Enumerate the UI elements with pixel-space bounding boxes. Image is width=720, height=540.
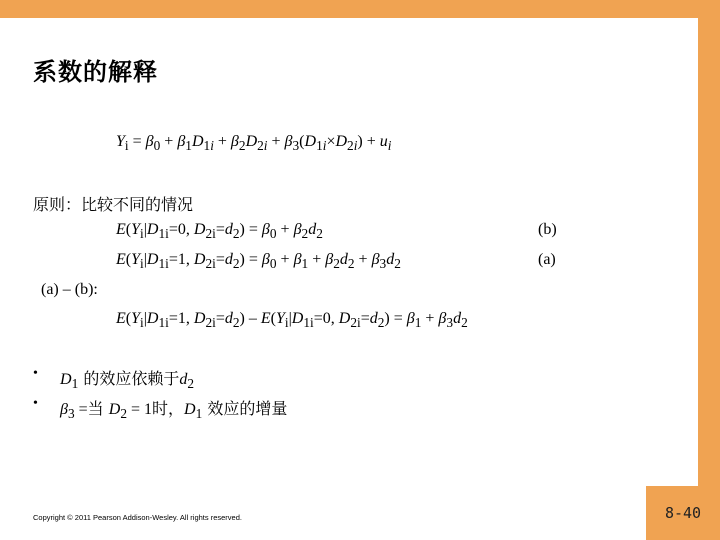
difference-label: (a) – (b): bbox=[41, 281, 98, 298]
equation-b-tag: (b) bbox=[538, 221, 557, 238]
equation-a-tag: (a) bbox=[538, 251, 556, 268]
bullet-item-2: $\beta_3$ =当 $D_2 = 1$时，$D_1$ 效应的增量 bbox=[60, 399, 288, 422]
copyright-notice: Copyright © 2011 Pearson Addison-Wesley. All rights reserved. bbox=[33, 513, 242, 522]
bullet-item-1: $D_1$ 的效应依赖于$d_2$ bbox=[60, 369, 194, 392]
difference-equation: $E(Y_i|D_{1i}=1$, $D_{2i}=d_2) - E(Y_i|D_{1i}=0$, $D_{2i}=d_2) = \beta_1 + \beta_3d_2$ bbox=[116, 310, 468, 331]
bullet-dot: • bbox=[33, 396, 38, 411]
slide-title: 系数的解释 bbox=[33, 58, 158, 86]
model-equation: $Y_i = \beta_0 + \beta_1D_{1i} + \beta_2D_{2i} + \beta_3(D_{1i}\times D_{2i}) + u_i$ bbox=[116, 133, 392, 154]
bullet-dot: • bbox=[33, 366, 38, 381]
page-number-box bbox=[646, 486, 720, 540]
principle-label: 原则：比较不同的情况 bbox=[33, 195, 194, 214]
right-accent-bar bbox=[698, 0, 720, 540]
top-accent-bar bbox=[0, 0, 720, 18]
page-number: 8-40 bbox=[664, 504, 702, 522]
equation-a: $E(Y_i|D_{1i}=1$, $D_{2i}=d_2) = \beta_0 + \beta_1 + \beta_2d_2 + \beta_3d_2$ bbox=[116, 251, 401, 272]
equation-b: $E(Y_i|D_{1i}=0$, $D_{2i}=d_2) = \beta_0 + \beta_2d_2$ bbox=[116, 221, 323, 242]
